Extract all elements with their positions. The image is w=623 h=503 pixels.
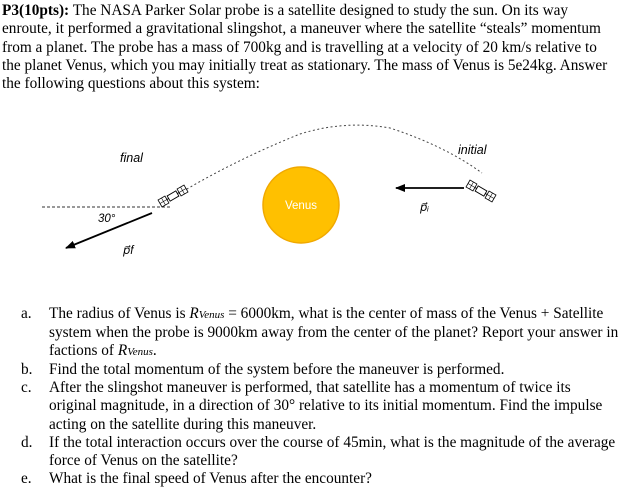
question-list: [21, 305, 619, 488]
satellite-icon: [158, 185, 188, 207]
radius-subscript: Venus: [127, 346, 153, 359]
question-text: The radius of Venus is: [49, 305, 190, 322]
question-text: = 6000km, what is the center of mass of the Venus + Satellite system when the probe is 9000km away from the center of the planet? Report your answer in factions of: [49, 305, 619, 360]
question-c: [21, 379, 619, 433]
question-letter: d.: [21, 433, 33, 451]
question-letter: e.: [21, 469, 32, 487]
question-text: Find the total momentum of the system before the maneuver is performed.: [49, 361, 505, 379]
final-label: final: [120, 151, 143, 165]
radius-subscript: Venus: [198, 309, 225, 321]
problem-statement: [2, 2, 618, 93]
question-a: [21, 305, 619, 361]
question-e: [21, 470, 619, 488]
initial-label: initial: [458, 143, 487, 157]
question-text: If the total interaction occurs over the course of 45min, what is the magnitude of the average force of Venus on the satellite?: [49, 433, 616, 469]
question-text: After the slingshot maneuver is performed, that satellite has a momentum of twice its original magnitude, in a direction of 30° relative to its initial momentum. Find the impulse acting on the satellite during this maneuver.: [49, 379, 603, 433]
question-b: [21, 361, 619, 379]
question-d: [21, 434, 619, 470]
final-momentum-label: p⃗f: [123, 245, 134, 257]
angle-label: 30°: [98, 213, 116, 225]
question-letter: a.: [21, 305, 32, 322]
radius-symbol: R: [117, 342, 128, 360]
radius-symbol: R: [189, 305, 199, 322]
initial-momentum-label: p⃗ᵢ: [420, 202, 429, 214]
problem-intro-text: The NASA Parker Solar probe is a satellite designed to study the sun. On its way enroute, it performed a gravitational slingshot, a maneuver where the satellite “steals” momentum from a planet. The probe has a mass of 700kg and is travelling at a velocity of 20 km/s relative to the planet Venus, which you may initially treat as stationary. The mass of Venus is 5e24kg. Answer the following questions about this system:: [2, 2, 608, 93]
question-text: What is the final speed of Venus after the encounter?: [49, 469, 372, 487]
satellite-icon: [466, 180, 496, 202]
slingshot-diagram: [0, 108, 623, 298]
venus-label: Venus: [285, 200, 317, 212]
question-letter: b.: [21, 361, 33, 379]
question-letter: c.: [21, 379, 32, 397]
question-text: .: [152, 342, 157, 360]
problem-heading: P3(10pts):: [2, 2, 70, 19]
